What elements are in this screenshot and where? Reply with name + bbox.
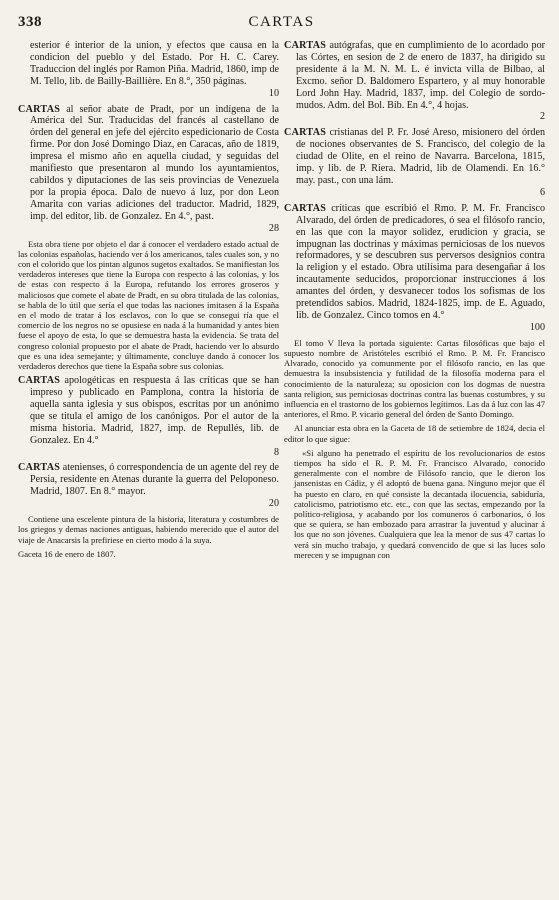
page-header	[18, 14, 545, 36]
entry-text: autógrafas, que en cumplimiento de lo acordado por las Córtes, en sesion de 2 de enero de 1837, ha dirigido su presidente á la M. N. M. L. é invicta villa de Bilbao, al Excmo. señor D. Baldomero Espartero, y al muy honorable Lord John Hay. Madrid, 1837, imp. del Colegio de sordo-mudos. Adm. del Bol. Bib. En 4.°, 4 hojas.	[296, 40, 545, 111]
entry-text: cristianas del P. Fr. José Areso, misionero del órden de nociones observantes de S. Francisco, del colegio de la ciudad de Olite, en el reino de Navarra. Barcelona, 1815, imp. y lib. de P. Riera. Madrid, lib de Olamendi. En 16.° may. past., con una lám.	[296, 127, 545, 186]
running-head: CARTAS	[248, 14, 315, 30]
entry-text: apologéticas en respuesta á las críticas que se han impreso y publicado en Pamplona, contra la historia de aquella santa iglesia y sus obispos, escritas por un anónimo que se titula el amigo de los canónigos. Por el autor de la misma historia. Madrid, 1827, imp. de Repullés, lib. de Gonzalez. En 4.°	[30, 375, 279, 446]
page-number: 338	[18, 14, 42, 30]
right-column	[284, 40, 545, 563]
catalog-entry	[284, 127, 545, 198]
entry-price: 2	[539, 111, 545, 123]
two-column-body	[18, 40, 545, 563]
catalog-entry	[284, 203, 545, 334]
entry-text: atenienses, ó correspondencia de un agente del rey de Persia, residente en Atenas durante la guerra del Peloponeso. Madrid, 1807. En 8.° mayor.	[30, 462, 279, 498]
catalog-entry	[18, 462, 279, 510]
entry-text: esterior é interior de la union, y efectos que causa en la condicion del pueblo y del Estado. Por H. C. Carey. Traduccion del inglés por Ramon Piña. Madrid, 1860, imp de M. Tello, lib. de Bailly-Baillière. En 8.°, 350 páginas.	[30, 40, 279, 87]
catalog-entry	[18, 40, 279, 100]
entry-keyword: CARTAS	[18, 375, 61, 387]
entry-note: Contiene una escelente pintura de la historia, literatura y costumbres de los griegos y demas naciones antiguas, habiendo merecido que el autor del viaje de Anacarsis la prefiriese en cierto modo á la suya.	[18, 514, 279, 545]
catalog-entry	[284, 40, 545, 123]
entry-keyword: CARTAS	[18, 462, 61, 474]
entry-price: 10	[268, 87, 279, 99]
catalog-entry	[18, 104, 279, 235]
entry-note: Esta obra tiene por objeto el dar á conocer el verdadero estado actual de las colonias españolas, haciendo ver á los americanos, tales cuales son, y no con el colorido que los pintan algunos sugetos exaltados. Se manifiestan los verdaderos intereses que tiene la Europa con respecto á las colonias, y los de estas con respecto á la Europa, refutando los errores groseros y maliciosos que comete el abate de Pradt, en su obra titulada de las colonias, se habla de lo útil que sería el que todas las naciones imitasen á la España en el modo de tratar á los esclavos, con lo que se consegui ría que el comercio de los negros no se opusiese en nada á la humanidad y antes bien fuese el apoyo de esta, lo que se demuestra hasta la evidencia. Se trata del congreso colonial propuesto por el abate de Pradt, haciendo ver lo absurdo que es una idea semejante; y últimamente, concluye dando á conocer los verdaderos derechos que tiene la España sobre sus colonias.	[18, 238, 279, 371]
entry-note: El tomo V lleva la portada siguiente: Cartas filosóficas que bajo el supuesto nombre de Aristóteles escribió el Rmo. P. M. Fr. Francisco Alvarado, conocido ya comunmente por el filósofo rancio, en las que demuestra la insubsistencia y futilidad de la filosofía moderna para el conocimiento de la naturaleza; su oposicion con los dogmas de nuestra santa religion, sus perniciosas doctrinas contra las buenas costumbres, y su influencia en el trastorno de los gobiernos legítimos. Las da á luz con las 47 anteriores, el Rmo. P. vicario general del órden de Santo Domingo.	[284, 337, 545, 420]
entry-quote: «Si alguno ha penetrado el espíritu de los revolucionarios de estos tiempos ha sido el R. P. M. Fr. Francisco Alvarado, conocido generalmente con el nombre de Filósofo rancio, que le dieron los jansenistas en Cádiz, y él adoptó de buena gana. Ninguno mejor que él ha puesto en claro, en qué consiste la decantada ilocuencia, sabiduría, catolicismo, patriotismo etc. etc., con que las sectas, empezando por la político-religiosa, y acabando por los comuneros ó carbonarios, ó los que se quiera, se han embozado para arrastrar la juventud y alucinar á los que no son jóvenes. Cualquiera que lea la menor de sus 47 cartas lo verá sin mucho trabajo, y quedará convencido de que si las luces solo merecen y se impugnan con	[294, 447, 545, 560]
entry-price: 6	[539, 186, 545, 198]
entry-keyword: CARTAS	[284, 40, 327, 51]
left-column	[18, 40, 279, 563]
entry-keyword: CARTAS	[284, 127, 327, 139]
entry-price: 20	[268, 498, 279, 510]
entry-source: Gaceta 16 de enero de 1807.	[18, 548, 116, 559]
entry-price: 8	[273, 446, 279, 458]
entry-note: Al anunciar esta obra en la Gaceta de 18 de setiembre de 1824, decia el editor lo que sigue:	[284, 423, 545, 444]
entry-keyword: CARTAS	[284, 202, 327, 214]
entry-price: 28	[268, 222, 279, 234]
entry-text: críticas que escribió el Rmo. P. M. Fr. Francisco Alvarado, del órden de predicadores, ó sea el filósofo rancio, en las que con la mayor solidez, erudicion y gracia, se impugnan las doctrinas y máximas perniciosas de los nuevos reformadores, y se descubren sus perversos designios contra la religion y el estado. Obra utilísima para desengañar á los incautamente seducidos, proporcionar instrucciones á los amantes del órden, y desvanecer todos los sofismas de los pretendidos sabios. Madrid, 1824-1825, imp. de E. Aguado, lib. de Gonzalez. Cinco tomos en 4.°	[296, 202, 545, 321]
catalog-entry	[18, 375, 279, 458]
entry-text: al señor abate de Pradt, por un indígena de la América del Sur. Traducidas del francés al castellano de órden del general en jefe del ejército espedicionario de Costa firme. Por don José Domingo Diaz, en Caracas, año de 1819, impresa el mismo año en aquella ciudad, y seguidas del manifiesto que presentaron al mundo los ayuntamientos, cabildos y diputaciones de las seis provincias de Venezuela por la propia época. Dalo de nuevo á luz, por don Leon Amarita con varias adiciones del traductor. Madrid, 1829, imp. del editor, lib. de Gonzalez. En 4.°, past.	[30, 103, 279, 222]
entry-keyword: CARTAS	[18, 103, 61, 115]
entry-price: 100	[529, 321, 545, 333]
